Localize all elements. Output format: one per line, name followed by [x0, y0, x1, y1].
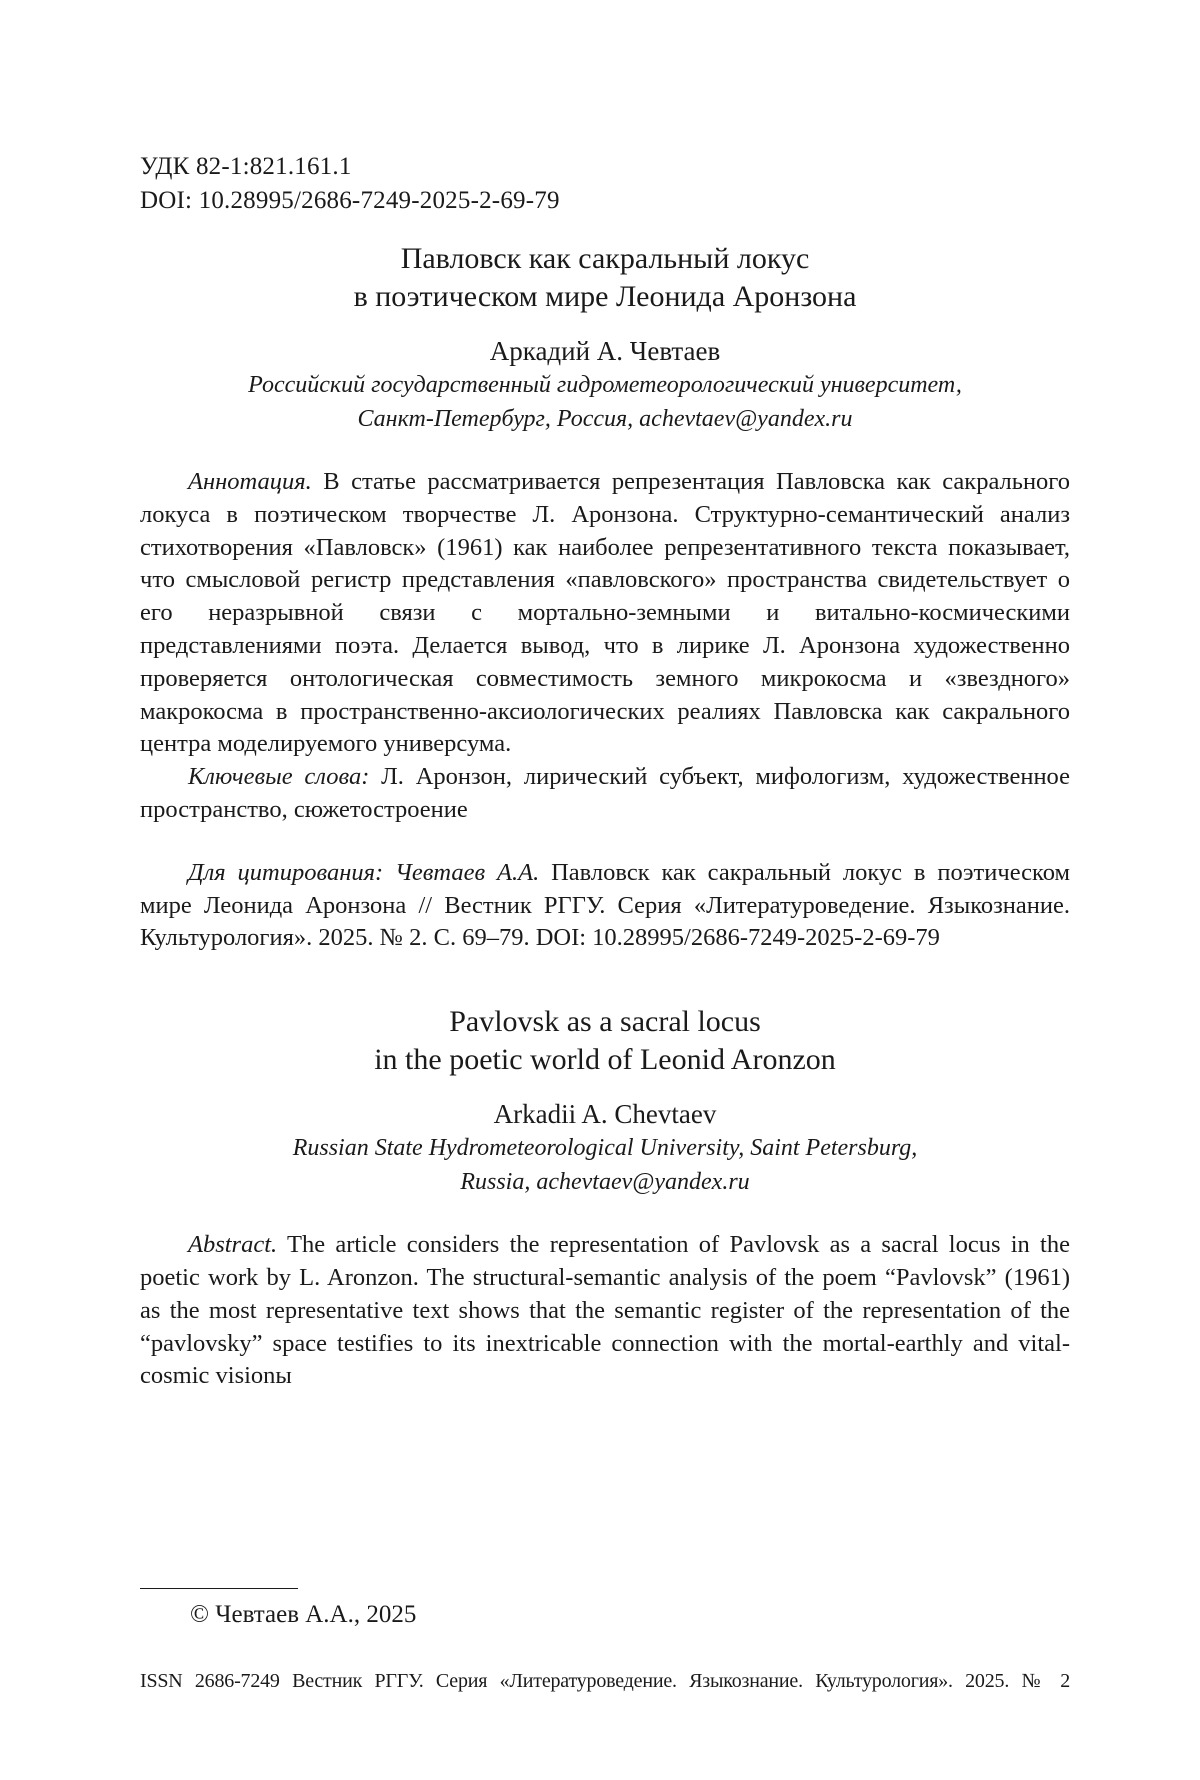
copyright-footnote: © Чевтаев А.А., 2025 [190, 1598, 416, 1632]
ru-abstract-label: Аннотация. [188, 468, 312, 495]
ru-keywords-label: Ключевые слова: [188, 763, 369, 790]
ru-abstract-text: В статье рассматривается репрезентация Павловска как сакрального локуса в поэтическом творчестве Л. Аронзона. Структурно-семантический анализ стихотворения «Павловск» (1961) как наиболее репрезентативного текста показывает, что смысловой регистр представления «павловского» пространства свидетельствует о его неразрывной связи с мортально-земными и витально-космическими представлениями поэта. Делается вывод, что в лирике Л. Аронзона художественно проверяется онтологическая совместимость земного микрокосма и «звездного» макрокосма в пространственно-аксиологических реалиях Павловска как сакрального центра моделируемого универсума. [140, 468, 1070, 757]
en-affiliation-line2: Russia, achevtaev@yandex.ru [140, 1165, 1070, 1199]
ru-affiliation-line1: Российский государственный гидрометеорологический университет, [140, 368, 1070, 402]
udc-code: УДК 82-1:821.161.1 [140, 150, 1070, 184]
footnote-divider [140, 1588, 298, 1589]
ru-title-line2: в поэтическом мире Леонида Аронзона [140, 278, 1070, 316]
en-title [140, 1003, 1070, 1079]
article-page [140, 150, 1070, 1393]
ru-citation [140, 857, 1070, 955]
en-abstract-label: Abstract. [188, 1231, 277, 1258]
en-author: Arkadii A. Chevtaev [140, 1097, 1070, 1131]
ru-title-line1: Павловск как сакральный локус [140, 240, 1070, 278]
ru-affiliation-line2: Санкт-Петербург, Россия, achevtaev@yandex.ru [140, 402, 1070, 436]
ru-citation-author: Чевтаев А.А. [383, 859, 539, 886]
ru-keywords [140, 761, 1070, 827]
ru-affiliation [140, 368, 1070, 436]
ru-title [140, 240, 1070, 316]
en-abstract [140, 1229, 1070, 1393]
en-title-line2: in the poetic world of Leonid Aronzon [140, 1041, 1070, 1079]
en-affiliation [140, 1131, 1070, 1199]
ru-abstract [140, 466, 1070, 761]
en-abstract-text: The article considers the representation of Pavlovsk as a sacral locus in the poetic work by L. Aronzon. The structural-semantic analysis of the poem “Pavlovsk” (1961) as the most representative text shows that the semantic register of the representation of the “pavlovsky” space testifies to its inextricable connection with the mortal-earthly and vital-cosmic visionы [140, 1231, 1070, 1389]
doi-line: DOI: 10.28995/2686-7249-2025-2-69-79 [140, 184, 1070, 218]
ru-keywords-text: Л. Аронзон, лирический субъект, мифологизм, художественное пространство, сюжетостроение [140, 763, 1070, 823]
running-footer: ISSN 2686-7249 Вестник РГГУ. Серия «Литературоведение. Языкознание. Культурология». 2025. № 2 [140, 1668, 1070, 1694]
ru-citation-text: Павловск как сакральный локус в поэтическом мире Леонида Аронзона // Вестник РГГУ. Серия «Литературоведение. Языкознание. Культурология». 2025. № 2. С. 69–79. DOI: 10.28995/2686-7249-2025-2-69-79 [140, 859, 1070, 952]
en-title-line1: Pavlovsk as a sacral locus [140, 1003, 1070, 1041]
en-affiliation-line1: Russian State Hydrometeorological University, Saint Petersburg, [140, 1131, 1070, 1165]
ru-citation-label: Для цитирования: [188, 859, 383, 886]
ru-author: Аркадий А. Чевтаев [140, 334, 1070, 368]
